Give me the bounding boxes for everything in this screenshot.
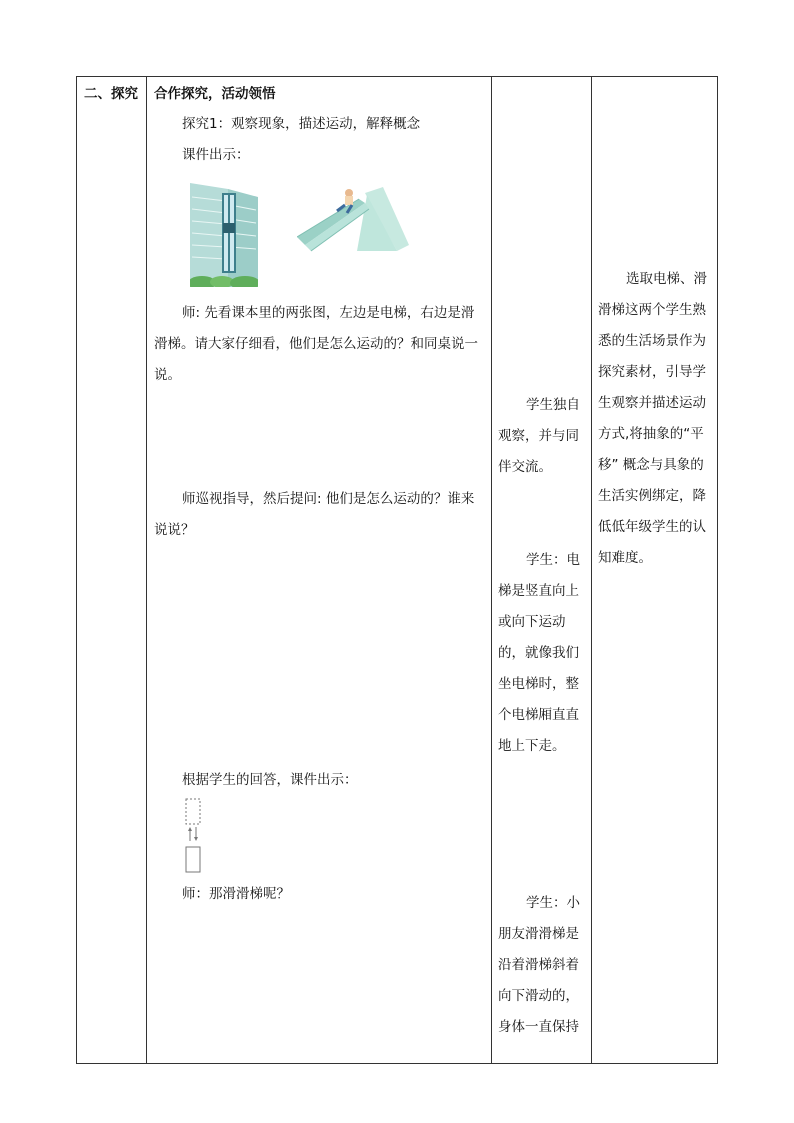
teacher-prompt-2: 师巡视指导，然后提问: 他们是怎么运动的？谁来说说？ <box>154 491 475 538</box>
table-divider-1 <box>146 76 147 1064</box>
design-intent: 选取电梯、滑滑梯这两个学生熟悉的生活场景作为探究素材，引导学生观察并描述运动方式,将抽象的“平移” 概念与具象的生活实例绑定，降低低年级学生的认知难度。 <box>598 271 707 566</box>
explore-heading: 探究1：观察现象，描述运动，解释概念 <box>182 116 421 132</box>
table-border-bottom <box>76 1063 718 1064</box>
section-label: 二、探究 <box>84 86 138 102</box>
student-activity-3: 学生：小朋友滑滑梯是沿着滑梯斜着向下滑动的，身体一直保持 <box>498 895 580 1035</box>
table-divider-2 <box>491 76 492 1064</box>
table-border-left <box>76 76 77 1064</box>
slide-image <box>297 185 411 257</box>
student-activity-2: 学生：电梯是竖直向上或向下运动的，就像我们坐电梯时，整个电梯厢直直地上下走。 <box>498 552 580 754</box>
translation-diagram <box>184 797 204 875</box>
courseware-label-2: 根据学生的回答，课件出示： <box>182 772 358 788</box>
student-activity-1: 学生独自观察，并与同伴交流。 <box>498 397 580 475</box>
section-title: 合作探究，活动领悟 <box>154 86 276 102</box>
table-divider-3 <box>591 76 592 1064</box>
table-border-top <box>76 76 718 77</box>
courseware-label: 课件出示： <box>182 147 250 163</box>
table-border-right <box>717 76 718 1064</box>
elevator-image <box>190 183 258 287</box>
teacher-prompt-3: 师：那滑滑梯呢？ <box>182 886 290 902</box>
teacher-prompt-1: 师: 先看课本里的两张图，左边是电梯，右边是滑滑梯。请大家仔细看，他们是怎么运动的？和同桌说一说。 <box>154 305 478 383</box>
